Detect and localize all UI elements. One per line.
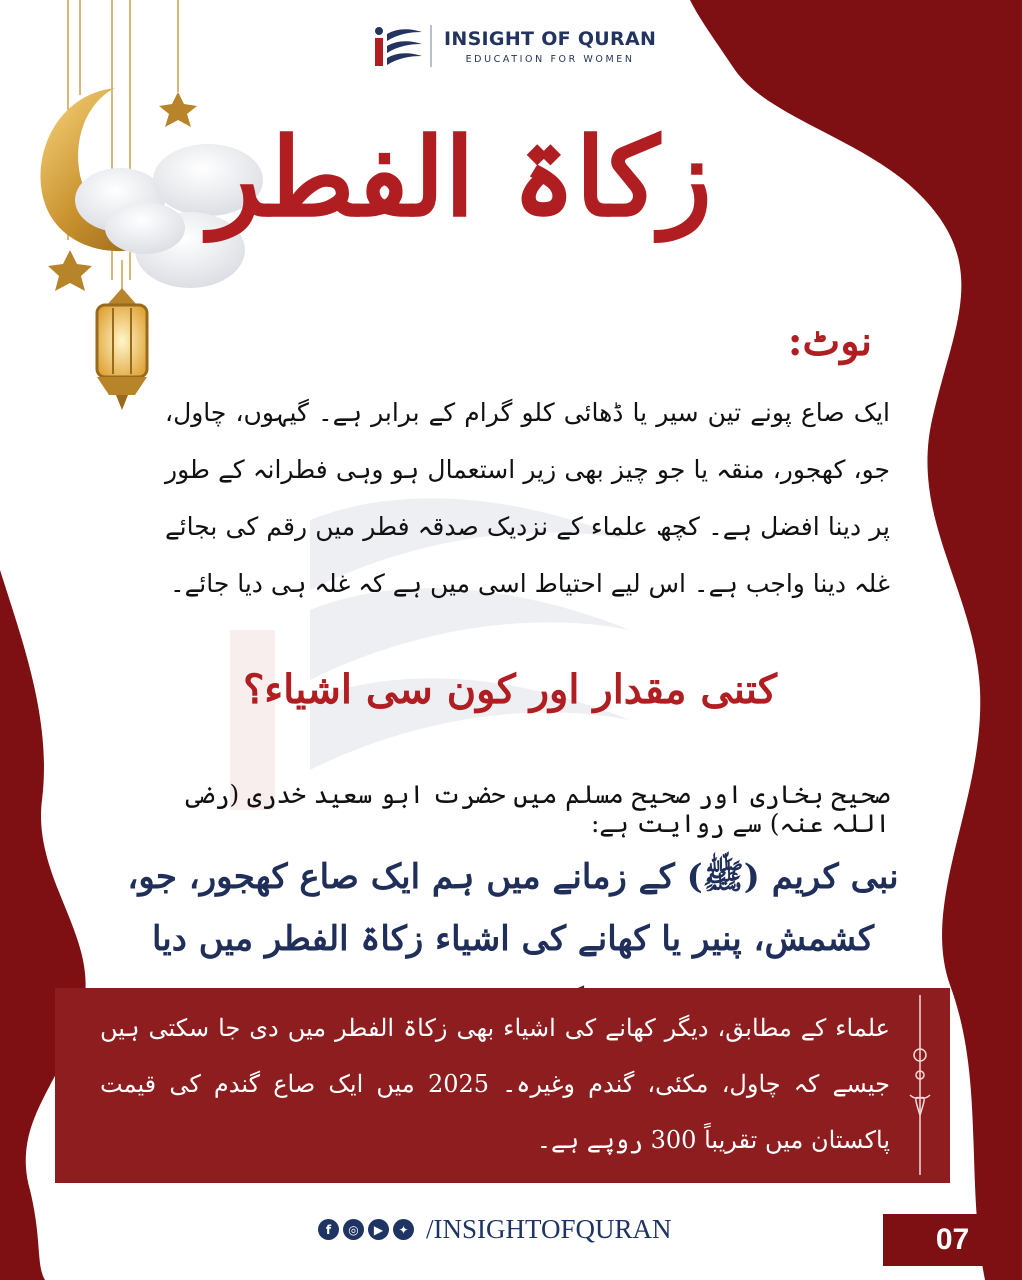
- logo-icon: [372, 22, 424, 70]
- section-heading: کتنی مقدار اور کون سی اشیاء؟: [243, 666, 777, 713]
- hadith-intro: صحیح بخاری اور صحیح مسلم میں حضرت ابو سعید خدری (رضی اللہ عنہ) سے روایت ہے:: [185, 780, 890, 838]
- brand-tagline: EDUCATION FOR WOMEN: [465, 53, 635, 65]
- brand-logo: [372, 22, 656, 70]
- facebook-icon[interactable]: f: [318, 1219, 339, 1240]
- twitter-icon[interactable]: ✦: [393, 1219, 414, 1240]
- hadith-text: نبی کریم (ﷺ) کے زمانے میں ہم ایک صاع کھجور، جو، کشمش، پنیر یا کھانے کی اشیاء زکاۃ الفطر میں دیا: [127, 857, 899, 959]
- ornament-divider: [895, 995, 945, 1175]
- callout-text: علماء کے مطابق، دیگر کھانے کی اشیاء بھی زکاۃ الفطر میں دی جا سکتی ہیں جیسے کہ چاول، مکئی، گندم وغیرہ۔ 2025 میں ایک صاع گندم کی قیمت پاکستان میں تقریباً 300 روپے ہے۔: [100, 1014, 891, 1154]
- logo-divider: [430, 25, 432, 67]
- brand-name: INSIGHT OF QURAN: [444, 27, 657, 50]
- page-number: 07: [883, 1214, 1022, 1266]
- instagram-icon[interactable]: ◎: [343, 1219, 364, 1240]
- social-footer: [318, 1214, 672, 1245]
- social-handle[interactable]: /INSIGHTOFQURAN: [426, 1214, 672, 1244]
- note-label: نوٹ:: [787, 318, 872, 365]
- youtube-icon[interactable]: ▶: [368, 1219, 389, 1240]
- page-title: زکاۃ الفطر: [208, 115, 712, 241]
- note-paragraph: ایک صاع پونے تین سیر یا ڈھائی کلو گرام کے برابر ہے۔ گیہوں، چاول، جو، کھجور، منقہ یا جو چیز بھی زیر استعمال ہو وہی فطرانہ کے طور پر دینا افضل ہے۔ کچھ علماء کے نزدیک صدقہ فطر میں رقم کی بجائے غلہ دینا واجب ہے۔ اس لیے احتیاط اسی میں ہے کہ غلہ ہی دیا جائے۔: [165, 398, 890, 598]
